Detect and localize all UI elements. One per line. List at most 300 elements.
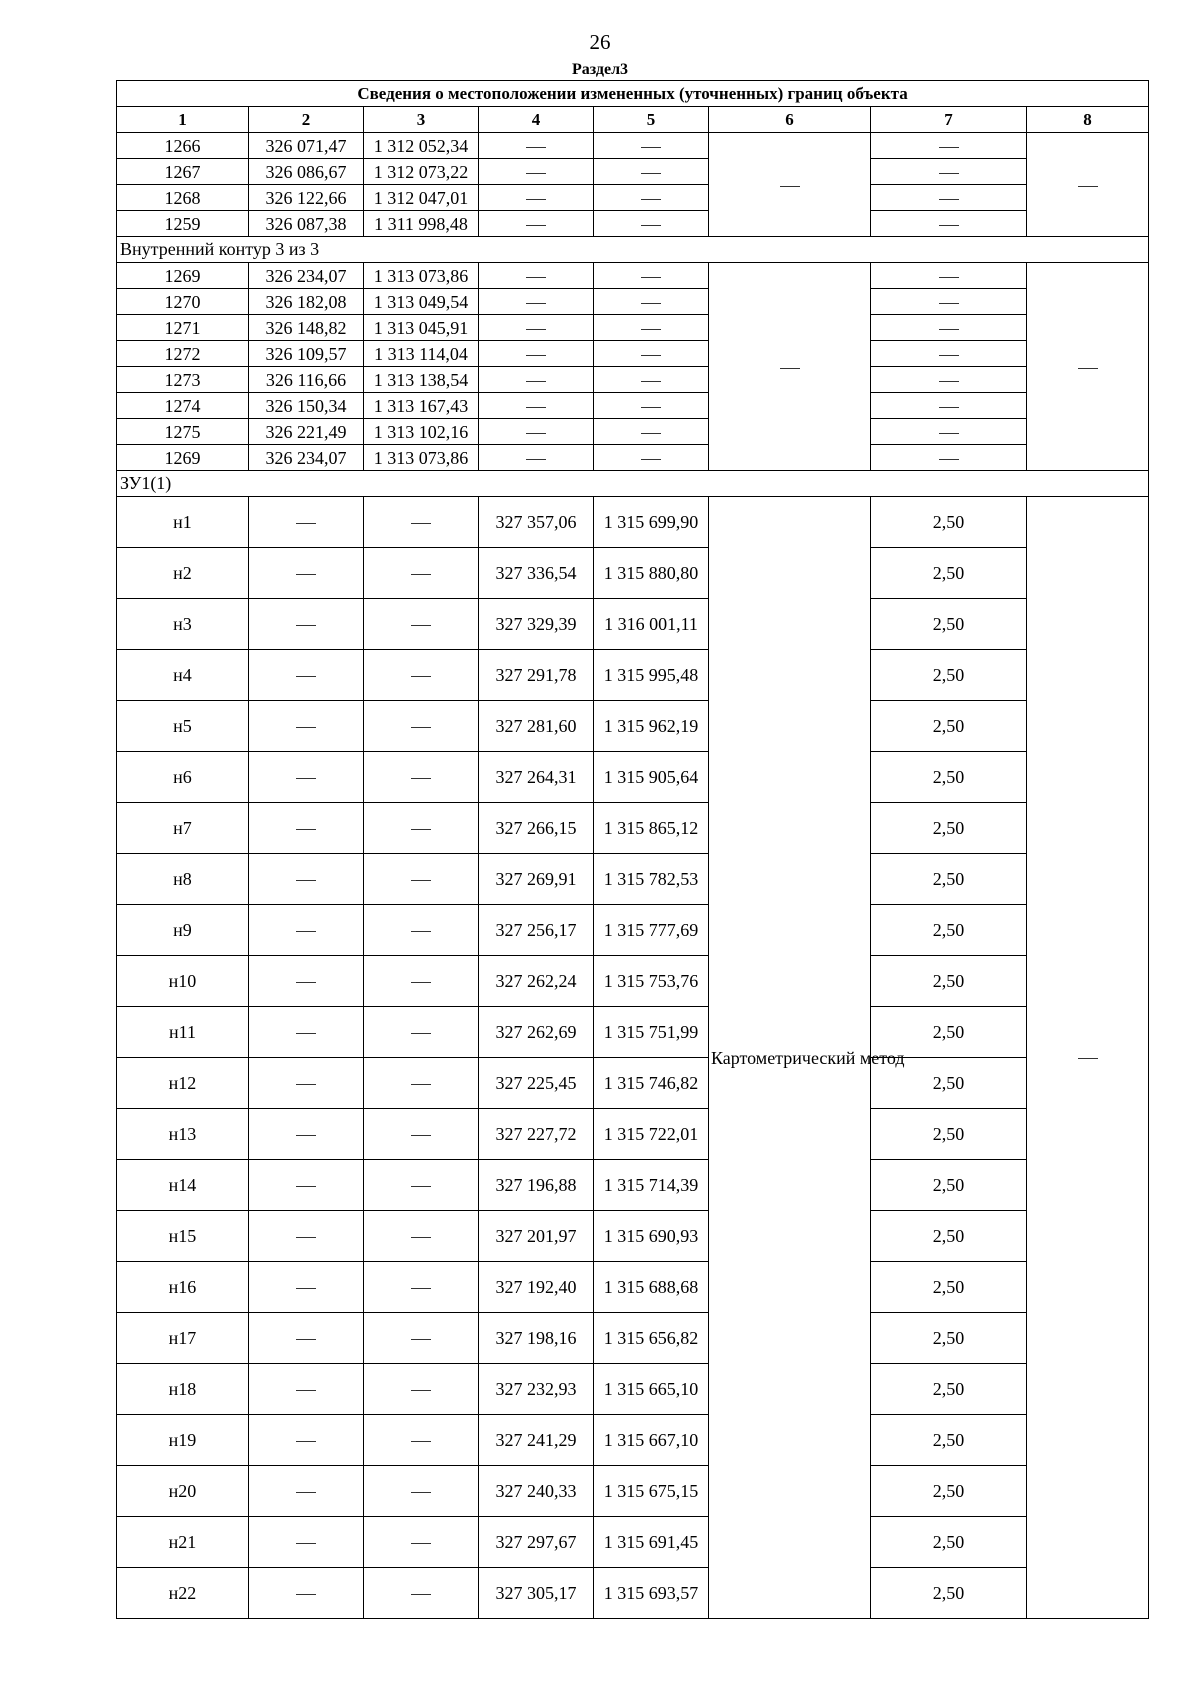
empty-cell xyxy=(594,133,709,159)
point-number: н12 xyxy=(117,1058,249,1109)
table-row xyxy=(117,341,1149,367)
new-y: 1 315 746,82 xyxy=(594,1058,709,1109)
accuracy: 2,50 xyxy=(871,1364,1027,1415)
point-number: н6 xyxy=(117,752,249,803)
point-number: н15 xyxy=(117,1211,249,1262)
empty-cell xyxy=(479,185,594,211)
table-body xyxy=(117,133,1149,1619)
empty-cell xyxy=(249,803,364,854)
dash-mark xyxy=(641,355,661,356)
existing-x: 326 086,67 xyxy=(249,159,364,185)
dash-mark xyxy=(411,574,431,575)
point-number: н13 xyxy=(117,1109,249,1160)
empty-cell xyxy=(594,159,709,185)
dash-mark xyxy=(411,1390,431,1391)
new-y: 1 315 722,01 xyxy=(594,1109,709,1160)
dash-mark xyxy=(411,1288,431,1289)
column-header: 2 xyxy=(249,107,364,133)
empty-cell xyxy=(364,854,479,905)
table-row xyxy=(117,701,1149,752)
table-row xyxy=(117,159,1149,185)
dash-mark xyxy=(939,225,959,226)
dash-mark xyxy=(411,982,431,983)
empty-cell xyxy=(709,263,871,471)
dash-mark xyxy=(296,727,316,728)
dash-mark xyxy=(296,1135,316,1136)
accuracy: 2,50 xyxy=(871,650,1027,701)
point-number: н20 xyxy=(117,1466,249,1517)
table-row xyxy=(117,548,1149,599)
empty-cell xyxy=(249,1007,364,1058)
table-row xyxy=(117,650,1149,701)
empty-cell xyxy=(364,1466,479,1517)
empty-cell xyxy=(249,1568,364,1619)
column-header: 5 xyxy=(594,107,709,133)
dash-mark xyxy=(1078,1058,1098,1059)
point-number: н17 xyxy=(117,1313,249,1364)
point-number: 1273 xyxy=(117,367,249,393)
empty-cell xyxy=(479,419,594,445)
existing-x: 326 116,66 xyxy=(249,367,364,393)
new-x: 327 201,97 xyxy=(479,1211,594,1262)
empty-cell xyxy=(364,905,479,956)
existing-x: 326 150,34 xyxy=(249,393,364,419)
new-x: 327 291,78 xyxy=(479,650,594,701)
empty-cell xyxy=(479,445,594,471)
dash-mark xyxy=(296,574,316,575)
empty-cell xyxy=(1027,497,1149,1619)
new-y: 1 315 693,57 xyxy=(594,1568,709,1619)
section-label: Раздел3 xyxy=(571,61,629,78)
table-row xyxy=(117,803,1149,854)
table-row xyxy=(117,1058,1149,1109)
dash-mark xyxy=(641,199,661,200)
new-x: 327 192,40 xyxy=(479,1262,594,1313)
dash-mark xyxy=(526,277,546,278)
point-number: н19 xyxy=(117,1415,249,1466)
empty-cell xyxy=(594,263,709,289)
dash-mark xyxy=(411,829,431,830)
table-row xyxy=(117,752,1149,803)
table-row xyxy=(117,211,1149,237)
empty-cell xyxy=(364,599,479,650)
point-number: н16 xyxy=(117,1262,249,1313)
new-x: 327 227,72 xyxy=(479,1109,594,1160)
point-number: н18 xyxy=(117,1364,249,1415)
accuracy: 2,50 xyxy=(871,1262,1027,1313)
dash-mark xyxy=(939,147,959,148)
contour-label: Внутренний контур 3 из 3 xyxy=(117,237,1149,263)
dash-mark xyxy=(296,1237,316,1238)
new-y: 1 315 691,45 xyxy=(594,1517,709,1568)
empty-cell xyxy=(249,905,364,956)
table-row xyxy=(117,1160,1149,1211)
method-cell: Картометрический метод xyxy=(709,497,871,1619)
empty-cell xyxy=(1027,133,1149,237)
new-y: 1 315 865,12 xyxy=(594,803,709,854)
empty-cell xyxy=(871,133,1027,159)
dash-mark xyxy=(526,407,546,408)
dash-mark xyxy=(411,778,431,779)
table-row xyxy=(117,315,1149,341)
empty-cell xyxy=(594,211,709,237)
empty-cell xyxy=(364,752,479,803)
dash-mark xyxy=(641,173,661,174)
empty-cell xyxy=(594,393,709,419)
empty-cell xyxy=(364,1058,479,1109)
empty-cell xyxy=(249,599,364,650)
dash-mark xyxy=(411,1084,431,1085)
dash-mark xyxy=(296,1594,316,1595)
dash-mark xyxy=(411,1339,431,1340)
dash-mark xyxy=(939,381,959,382)
dash-mark xyxy=(526,433,546,434)
empty-cell xyxy=(709,133,871,237)
dash-mark xyxy=(939,277,959,278)
dash-mark xyxy=(641,381,661,382)
new-x: 327 336,54 xyxy=(479,548,594,599)
table-row xyxy=(117,854,1149,905)
column-header-row xyxy=(117,107,1149,133)
point-number: 1269 xyxy=(117,263,249,289)
dash-mark xyxy=(526,355,546,356)
empty-cell xyxy=(871,341,1027,367)
new-y: 1 315 751,99 xyxy=(594,1007,709,1058)
empty-cell xyxy=(479,367,594,393)
point-number: 1274 xyxy=(117,393,249,419)
point-number: н22 xyxy=(117,1568,249,1619)
dash-mark xyxy=(939,355,959,356)
empty-cell xyxy=(594,341,709,367)
empty-cell xyxy=(1027,263,1149,471)
table-row xyxy=(117,1109,1149,1160)
table-title: Сведения о местоположении измененных (уточненных) границ объекта xyxy=(117,81,1149,107)
empty-cell xyxy=(364,1568,479,1619)
table-row xyxy=(117,1568,1149,1619)
new-x: 327 198,16 xyxy=(479,1313,594,1364)
dash-mark xyxy=(296,880,316,881)
existing-x: 326 182,08 xyxy=(249,289,364,315)
empty-cell xyxy=(479,159,594,185)
boundary-table xyxy=(116,80,1149,1619)
dash-mark xyxy=(641,329,661,330)
dash-mark xyxy=(641,225,661,226)
dash-mark xyxy=(296,1543,316,1544)
accuracy: 2,50 xyxy=(871,599,1027,650)
dash-mark xyxy=(526,459,546,460)
new-x: 327 241,29 xyxy=(479,1415,594,1466)
new-y: 1 315 667,10 xyxy=(594,1415,709,1466)
existing-x: 326 071,47 xyxy=(249,133,364,159)
parcel-label: ЗУ1(1) xyxy=(117,471,1149,497)
empty-cell xyxy=(249,548,364,599)
accuracy: 2,50 xyxy=(871,497,1027,548)
dash-mark xyxy=(939,459,959,460)
dash-mark xyxy=(641,303,661,304)
empty-cell xyxy=(871,263,1027,289)
point-number: н5 xyxy=(117,701,249,752)
accuracy: 2,50 xyxy=(871,854,1027,905)
existing-x: 326 109,57 xyxy=(249,341,364,367)
new-y: 1 315 688,68 xyxy=(594,1262,709,1313)
dash-mark xyxy=(641,277,661,278)
table-row xyxy=(117,393,1149,419)
dash-mark xyxy=(939,329,959,330)
table-row xyxy=(117,1364,1149,1415)
accuracy: 2,50 xyxy=(871,905,1027,956)
empty-cell xyxy=(871,315,1027,341)
dash-mark xyxy=(411,625,431,626)
table-row xyxy=(117,1517,1149,1568)
new-y: 1 315 777,69 xyxy=(594,905,709,956)
accuracy: 2,50 xyxy=(871,1466,1027,1517)
existing-x: 326 234,07 xyxy=(249,263,364,289)
empty-cell xyxy=(249,854,364,905)
dash-mark xyxy=(296,625,316,626)
existing-y: 1 313 073,86 xyxy=(364,263,479,289)
dash-mark xyxy=(641,407,661,408)
dash-mark xyxy=(526,199,546,200)
empty-cell xyxy=(249,701,364,752)
dash-mark xyxy=(411,1237,431,1238)
existing-y: 1 313 114,04 xyxy=(364,341,479,367)
empty-cell xyxy=(249,1517,364,1568)
column-header: 6 xyxy=(709,107,871,133)
point-number: 1270 xyxy=(117,289,249,315)
empty-cell xyxy=(364,650,479,701)
existing-y: 1 312 047,01 xyxy=(364,185,479,211)
dash-mark xyxy=(526,303,546,304)
point-number: 1271 xyxy=(117,315,249,341)
dash-mark xyxy=(411,1492,431,1493)
dash-mark xyxy=(526,225,546,226)
existing-y: 1 313 045,91 xyxy=(364,315,479,341)
table-row xyxy=(117,1007,1149,1058)
point-number: 1267 xyxy=(117,159,249,185)
dash-mark xyxy=(780,186,800,187)
new-x: 327 196,88 xyxy=(479,1160,594,1211)
existing-y: 1 311 998,48 xyxy=(364,211,479,237)
new-x: 327 357,06 xyxy=(479,497,594,548)
point-number: н1 xyxy=(117,497,249,548)
table-row xyxy=(117,497,1149,548)
empty-cell xyxy=(364,1109,479,1160)
table-row xyxy=(117,445,1149,471)
new-x: 327 305,17 xyxy=(479,1568,594,1619)
dash-mark xyxy=(411,1594,431,1595)
dash-mark xyxy=(411,727,431,728)
table-row xyxy=(117,1466,1149,1517)
dash-mark xyxy=(296,982,316,983)
accuracy: 2,50 xyxy=(871,1313,1027,1364)
table-row xyxy=(117,1313,1149,1364)
empty-cell xyxy=(364,548,479,599)
table-row xyxy=(117,185,1149,211)
dash-mark xyxy=(526,173,546,174)
new-x: 327 225,45 xyxy=(479,1058,594,1109)
empty-cell xyxy=(364,1517,479,1568)
dash-mark xyxy=(411,676,431,677)
point-number: н21 xyxy=(117,1517,249,1568)
point-number: 1272 xyxy=(117,341,249,367)
new-x: 327 281,60 xyxy=(479,701,594,752)
new-x: 327 262,24 xyxy=(479,956,594,1007)
empty-cell xyxy=(479,341,594,367)
dash-mark xyxy=(296,1033,316,1034)
table-row xyxy=(117,1262,1149,1313)
point-number: 1275 xyxy=(117,419,249,445)
new-y: 1 315 656,82 xyxy=(594,1313,709,1364)
new-x: 327 269,91 xyxy=(479,854,594,905)
point-number: н4 xyxy=(117,650,249,701)
accuracy: 2,50 xyxy=(871,752,1027,803)
dash-mark xyxy=(296,1492,316,1493)
empty-cell xyxy=(871,419,1027,445)
existing-y: 1 313 073,86 xyxy=(364,445,479,471)
new-x: 327 329,39 xyxy=(479,599,594,650)
accuracy: 2,50 xyxy=(871,1517,1027,1568)
empty-cell xyxy=(364,1211,479,1262)
point-number: н7 xyxy=(117,803,249,854)
new-x: 327 256,17 xyxy=(479,905,594,956)
empty-cell xyxy=(364,701,479,752)
empty-cell xyxy=(364,497,479,548)
table-row xyxy=(117,419,1149,445)
accuracy: 2,50 xyxy=(871,1109,1027,1160)
new-y: 1 315 962,19 xyxy=(594,701,709,752)
parcel-caption-row xyxy=(117,471,1149,497)
empty-cell xyxy=(871,393,1027,419)
empty-cell xyxy=(249,1160,364,1211)
empty-cell xyxy=(479,133,594,159)
empty-cell xyxy=(364,1313,479,1364)
empty-cell xyxy=(249,752,364,803)
empty-cell xyxy=(479,315,594,341)
point-number: н8 xyxy=(117,854,249,905)
existing-y: 1 313 102,16 xyxy=(364,419,479,445)
new-y: 1 315 995,48 xyxy=(594,650,709,701)
column-header: 8 xyxy=(1027,107,1149,133)
table-row xyxy=(117,1415,1149,1466)
accuracy: 2,50 xyxy=(871,1415,1027,1466)
empty-cell xyxy=(364,1415,479,1466)
point-number: н9 xyxy=(117,905,249,956)
dash-mark xyxy=(296,931,316,932)
new-x: 327 232,93 xyxy=(479,1364,594,1415)
table-row xyxy=(117,905,1149,956)
empty-cell xyxy=(364,1160,479,1211)
empty-cell xyxy=(871,185,1027,211)
table-row xyxy=(117,599,1149,650)
accuracy: 2,50 xyxy=(871,1211,1027,1262)
empty-cell xyxy=(364,803,479,854)
dash-mark xyxy=(296,778,316,779)
dash-mark xyxy=(411,1441,431,1442)
dash-mark xyxy=(1078,368,1098,369)
empty-cell xyxy=(249,1466,364,1517)
dash-mark xyxy=(641,147,661,148)
dash-mark xyxy=(296,1390,316,1391)
table-row xyxy=(117,263,1149,289)
dash-mark xyxy=(939,173,959,174)
empty-cell xyxy=(249,956,364,1007)
empty-cell xyxy=(479,289,594,315)
existing-x: 326 148,82 xyxy=(249,315,364,341)
existing-x: 326 122,66 xyxy=(249,185,364,211)
table-row xyxy=(117,956,1149,1007)
new-y: 1 316 001,11 xyxy=(594,599,709,650)
accuracy: 2,50 xyxy=(871,1568,1027,1619)
empty-cell xyxy=(249,1211,364,1262)
dash-mark xyxy=(641,459,661,460)
dash-mark xyxy=(526,381,546,382)
dash-mark xyxy=(411,1543,431,1544)
dash-mark xyxy=(296,1339,316,1340)
existing-x: 326 087,38 xyxy=(249,211,364,237)
dash-mark xyxy=(939,303,959,304)
empty-cell xyxy=(364,1364,479,1415)
empty-cell xyxy=(249,1364,364,1415)
table-row xyxy=(117,367,1149,393)
empty-cell xyxy=(871,211,1027,237)
point-number: 1268 xyxy=(117,185,249,211)
new-y: 1 315 753,76 xyxy=(594,956,709,1007)
empty-cell xyxy=(594,289,709,315)
dash-mark xyxy=(296,829,316,830)
accuracy: 2,50 xyxy=(871,956,1027,1007)
empty-cell xyxy=(479,263,594,289)
new-x: 327 240,33 xyxy=(479,1466,594,1517)
point-number: 1269 xyxy=(117,445,249,471)
empty-cell xyxy=(594,185,709,211)
new-x: 327 262,69 xyxy=(479,1007,594,1058)
dash-mark xyxy=(296,1441,316,1442)
table-row xyxy=(117,1211,1149,1262)
dash-mark xyxy=(411,931,431,932)
new-y: 1 315 905,64 xyxy=(594,752,709,803)
empty-cell xyxy=(594,367,709,393)
point-number: 1259 xyxy=(117,211,249,237)
dash-mark xyxy=(296,676,316,677)
point-number: н10 xyxy=(117,956,249,1007)
table-row xyxy=(117,133,1149,159)
existing-x: 326 221,49 xyxy=(249,419,364,445)
accuracy: 2,50 xyxy=(871,548,1027,599)
existing-y: 1 312 073,22 xyxy=(364,159,479,185)
table-row xyxy=(117,289,1149,315)
new-y: 1 315 665,10 xyxy=(594,1364,709,1415)
empty-cell xyxy=(364,1007,479,1058)
dash-mark xyxy=(526,329,546,330)
new-y: 1 315 675,15 xyxy=(594,1466,709,1517)
empty-cell xyxy=(594,315,709,341)
accuracy: 2,50 xyxy=(871,1160,1027,1211)
new-y: 1 315 690,93 xyxy=(594,1211,709,1262)
empty-cell xyxy=(249,1058,364,1109)
empty-cell xyxy=(249,1109,364,1160)
dash-mark xyxy=(939,199,959,200)
accuracy: 2,50 xyxy=(871,803,1027,854)
empty-cell xyxy=(594,445,709,471)
new-y: 1 315 699,90 xyxy=(594,497,709,548)
new-y: 1 315 880,80 xyxy=(594,548,709,599)
empty-cell xyxy=(249,650,364,701)
accuracy: 2,50 xyxy=(871,701,1027,752)
empty-cell xyxy=(364,1262,479,1313)
dash-mark xyxy=(526,147,546,148)
empty-cell xyxy=(479,393,594,419)
dash-mark xyxy=(296,1084,316,1085)
